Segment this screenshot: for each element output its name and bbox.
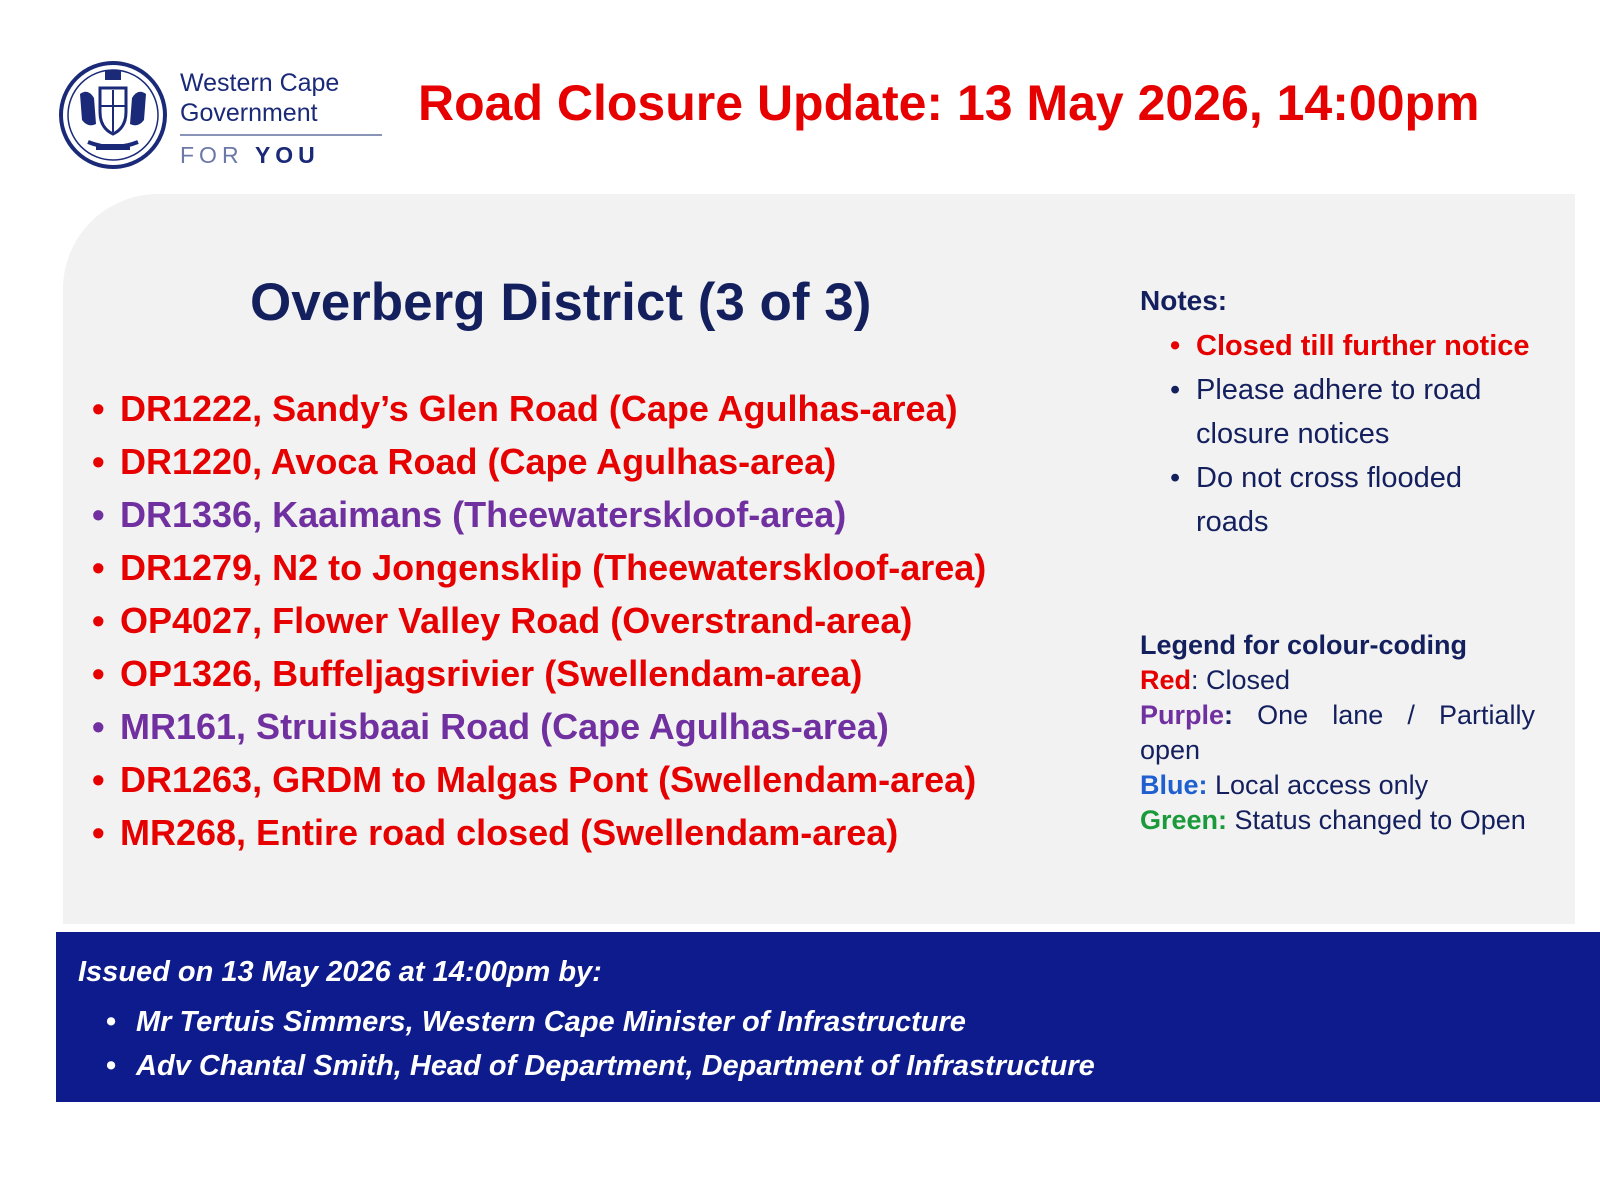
- legend-value: Status changed to Open: [1227, 805, 1526, 835]
- notes-section: [1140, 284, 1540, 544]
- road-item-text: DR1220, Avoca Road (Cape Agulhas-area): [120, 441, 837, 482]
- bullet-icon: •: [92, 706, 105, 747]
- bullet-icon: •: [92, 600, 105, 641]
- bullet-icon: •: [92, 812, 105, 853]
- bullet-icon: •: [1170, 374, 1181, 406]
- road-item: [92, 647, 986, 700]
- bullet-icon: •: [106, 1006, 117, 1038]
- notes-list: [1140, 324, 1540, 544]
- issuer-list: [106, 1000, 1095, 1088]
- logo-tagline: [180, 142, 382, 169]
- road-item: [92, 382, 986, 435]
- bullet-icon: •: [1170, 330, 1181, 362]
- legend-row-purple: [1140, 698, 1535, 768]
- logo-wordmark: [180, 68, 382, 169]
- note-item: [1140, 456, 1540, 544]
- note-item: [1140, 324, 1540, 368]
- bullet-icon: •: [92, 494, 105, 535]
- legend-value: Local access only: [1207, 770, 1429, 800]
- issued-line: Issued on 13 May 2026 at 14:00pm by:: [78, 956, 602, 988]
- road-item-text: MR268, Entire road closed (Swellendam-area): [120, 812, 899, 853]
- legend-value: Closed: [1198, 665, 1291, 695]
- legend-separator: :: [1198, 770, 1208, 800]
- road-item-text: MR161, Struisbaai Road (Cape Agulhas-area): [120, 706, 889, 747]
- issuer-text: Adv Chantal Smith, Head of Department, Department of Infrastructure: [136, 1050, 1095, 1082]
- road-closure-list: [92, 382, 986, 859]
- legend-key: Red: [1140, 665, 1192, 695]
- road-item-text: DR1263, GRDM to Malgas Pont (Swellendam-area): [120, 759, 977, 800]
- road-item-text: DR1279, N2 to Jongensklip (Theewaterskloof-area): [120, 547, 987, 588]
- bullet-icon: •: [92, 441, 105, 482]
- road-item: [92, 541, 986, 594]
- note-text: Do not cross flooded roads: [1196, 462, 1462, 538]
- legend-separator: :: [1224, 700, 1234, 730]
- issued-by-footer: [56, 932, 1600, 1102]
- bullet-icon: •: [106, 1050, 117, 1082]
- road-item: [92, 806, 986, 859]
- logo-line-1: Western Cape: [180, 69, 340, 97]
- road-item-text: DR1222, Sandy’s Glen Road (Cape Agulhas-area): [120, 388, 958, 429]
- bullet-icon: •: [1170, 462, 1181, 494]
- bullet-icon: •: [92, 388, 105, 429]
- bullet-icon: •: [92, 653, 105, 694]
- road-item: [92, 594, 986, 647]
- road-item-text: OP1326, Buffeljagsrivier (Swellendam-area): [120, 653, 863, 694]
- road-item: [92, 435, 986, 488]
- road-item-text: DR1336, Kaaimans (Theewaterskloof-area): [120, 494, 847, 535]
- note-text: Please adhere to road closure notices: [1196, 374, 1482, 450]
- logo-line-2: Government: [180, 99, 318, 127]
- road-item: [92, 700, 986, 753]
- legend-row-red: [1140, 663, 1535, 698]
- issuer-item: [106, 1044, 1095, 1088]
- western-cape-government-logo: [58, 58, 388, 178]
- road-item-text: OP4027, Flower Valley Road (Overstrand-area): [120, 600, 913, 641]
- district-title: Overberg District (3 of 3): [250, 273, 872, 332]
- legend-separator: :: [1191, 665, 1199, 695]
- issuer-item: [106, 1000, 1095, 1044]
- logo-divider: [180, 134, 382, 136]
- legend-separator: :: [1218, 805, 1228, 835]
- legend-heading: Legend for colour-coding: [1140, 630, 1467, 660]
- road-item: [92, 753, 986, 806]
- legend-row-green: [1140, 803, 1535, 838]
- legend-key: Purple: [1140, 700, 1225, 730]
- legend-section: [1140, 628, 1535, 838]
- road-item: [92, 488, 986, 541]
- logo-tagline-you: YOU: [254, 142, 320, 168]
- legend-key: Blue: [1140, 770, 1199, 800]
- notes-heading: Notes:: [1140, 285, 1228, 316]
- page-title: Road Closure Update: 13 May 2026, 14:00pm: [418, 75, 1480, 131]
- legend-key: Green: [1140, 805, 1219, 835]
- note-item: [1140, 368, 1540, 456]
- logo-tagline-for: FOR: [180, 142, 244, 168]
- bullet-icon: •: [92, 759, 105, 800]
- bullet-icon: •: [92, 547, 105, 588]
- note-text: Closed till further notice: [1196, 330, 1530, 362]
- issuer-text: Mr Tertuis Simmers, Western Cape Minister of Infrastructure: [136, 1006, 966, 1038]
- coat-of-arms-crest-icon: [58, 60, 168, 170]
- legend-row-blue: [1140, 768, 1535, 803]
- legend-value: One lane / Partially open: [1140, 700, 1535, 765]
